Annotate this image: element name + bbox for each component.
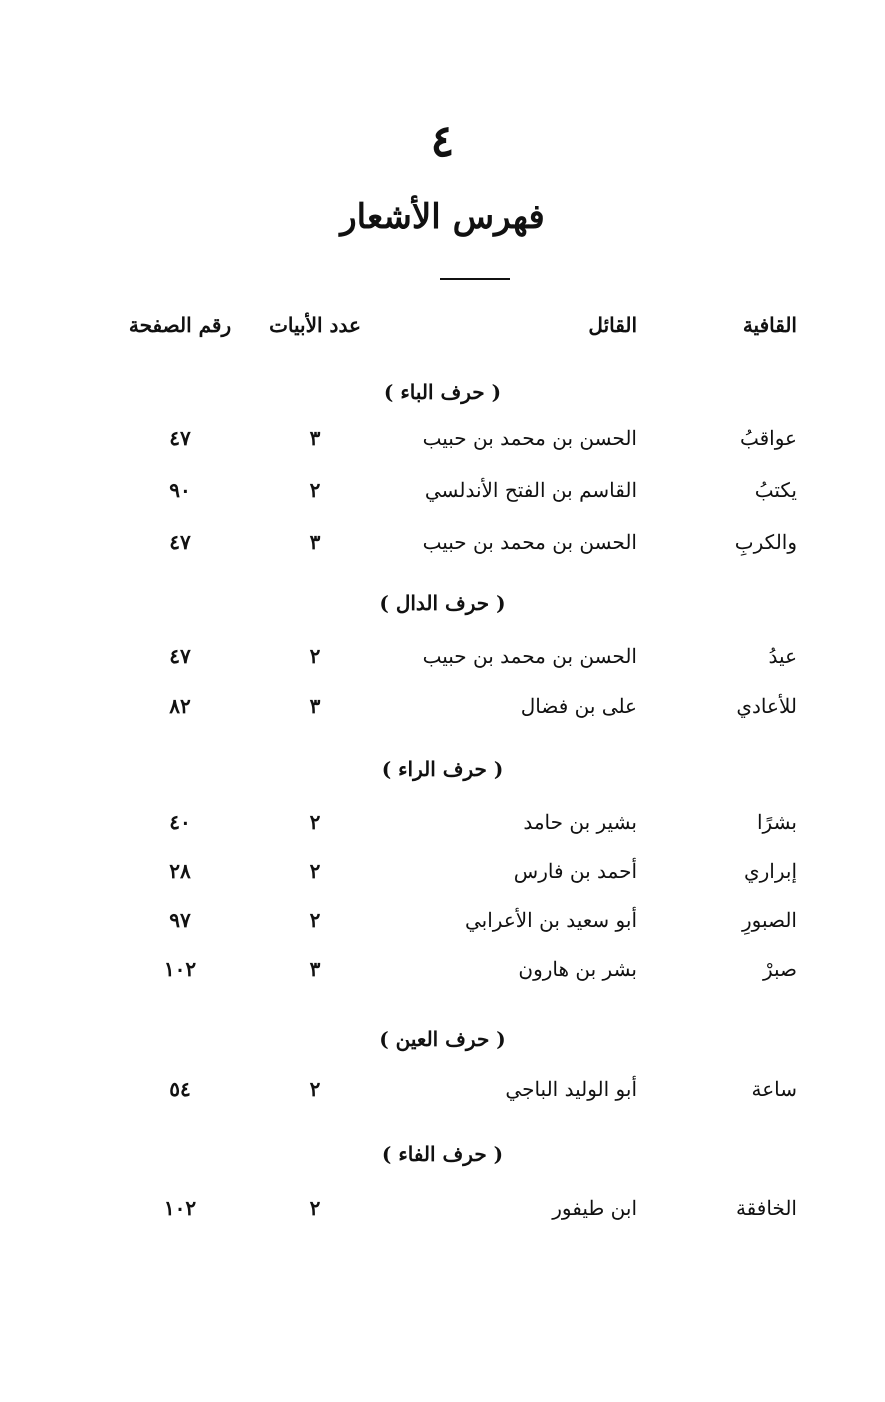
page-cell: ٤٧ [169, 530, 191, 554]
poet-cell: بشير بن حامد [523, 810, 637, 834]
rhyme-cell: الصبورِ [741, 908, 797, 932]
table-row [0, 853, 885, 889]
poet-cell: القاسم بن الفتح الأندلسي [424, 478, 637, 502]
rhyme-cell: الخافقة [735, 1196, 797, 1220]
poet-cell: على بن فضال [520, 694, 637, 718]
page-cell: ١٠٢ [163, 957, 197, 981]
poet-cell: أحمد بن فارس [513, 859, 637, 883]
verses-cell: ٣ [309, 530, 321, 554]
page-title: فهرس الأشعار [340, 197, 545, 237]
column-header-poet: القائل [588, 313, 637, 337]
column-header-row [0, 308, 885, 342]
verses-cell: ٢ [309, 908, 321, 932]
section-heading-dal: ( حرف الدال ) [379, 591, 506, 615]
table-row [0, 1190, 885, 1226]
poet-cell: الحسن بن محمد بن حبيب [422, 530, 637, 554]
rhyme-cell: عيدُ [768, 644, 797, 668]
verses-cell: ٣ [309, 694, 321, 718]
table-row [0, 638, 885, 674]
rhyme-cell: والكربِ [734, 530, 797, 554]
page-cell: ٨٢ [169, 694, 191, 718]
poet-cell: الحسن بن محمد بن حبيب [422, 426, 637, 450]
table-row [0, 472, 885, 508]
page-cell: ٤٧ [169, 426, 191, 450]
rhyme-cell: بشرًا [757, 810, 797, 834]
page-cell: ٩٠ [169, 478, 191, 502]
table-row [0, 902, 885, 938]
rhyme-cell: عواقبُ [739, 426, 797, 450]
rhyme-cell: إبراري [743, 859, 797, 883]
title-divider [440, 278, 510, 280]
verses-cell: ٢ [309, 1077, 321, 1101]
table-row [0, 804, 885, 840]
verses-cell: ٣ [309, 957, 321, 981]
poet-cell: الحسن بن محمد بن حبيب [422, 644, 637, 668]
table-row [0, 524, 885, 560]
verses-cell: ٢ [309, 478, 321, 502]
column-header-verses: عدد الأبيات [269, 313, 361, 337]
rhyme-cell: للأعادي [736, 694, 797, 718]
verses-cell: ٢ [309, 1196, 321, 1220]
section-heading-ra: ( حرف الراء ) [381, 757, 504, 781]
page-cell: ٢٨ [169, 859, 191, 883]
poet-cell: بشر بن هارون [518, 957, 637, 981]
poet-cell: أبو الوليد الباجي [505, 1077, 637, 1101]
table-row [0, 420, 885, 456]
table-row [0, 1071, 885, 1107]
poet-cell: ابن طيفور [552, 1196, 637, 1220]
section-heading-fa: ( حرف الفاء ) [381, 1142, 504, 1166]
column-header-rhyme: القافية [742, 313, 797, 337]
rhyme-cell: صبرْ [762, 957, 797, 981]
rhyme-cell: يكتبُ [754, 478, 797, 502]
section-heading-ba: ( حرف الباء ) [383, 380, 502, 404]
page-cell: ٥٤ [169, 1077, 191, 1101]
verses-cell: ٢ [309, 810, 321, 834]
page-cell: ٤٧ [169, 644, 191, 668]
page-number: ٤ [430, 116, 455, 167]
verses-cell: ٢ [309, 644, 321, 668]
table-row [0, 951, 885, 987]
section-heading-ayn: ( حرف العين ) [379, 1027, 506, 1051]
page-cell: ١٠٢ [163, 1196, 197, 1220]
table-row [0, 688, 885, 724]
verses-cell: ٣ [309, 426, 321, 450]
page-cell: ٩٧ [169, 908, 191, 932]
page-cell: ٤٠ [169, 810, 191, 834]
verses-cell: ٢ [309, 859, 321, 883]
column-header-page: رقم الصفحة [128, 313, 232, 337]
poet-cell: أبو سعيد بن الأعرابي [465, 908, 637, 932]
rhyme-cell: ساعة [751, 1077, 797, 1101]
